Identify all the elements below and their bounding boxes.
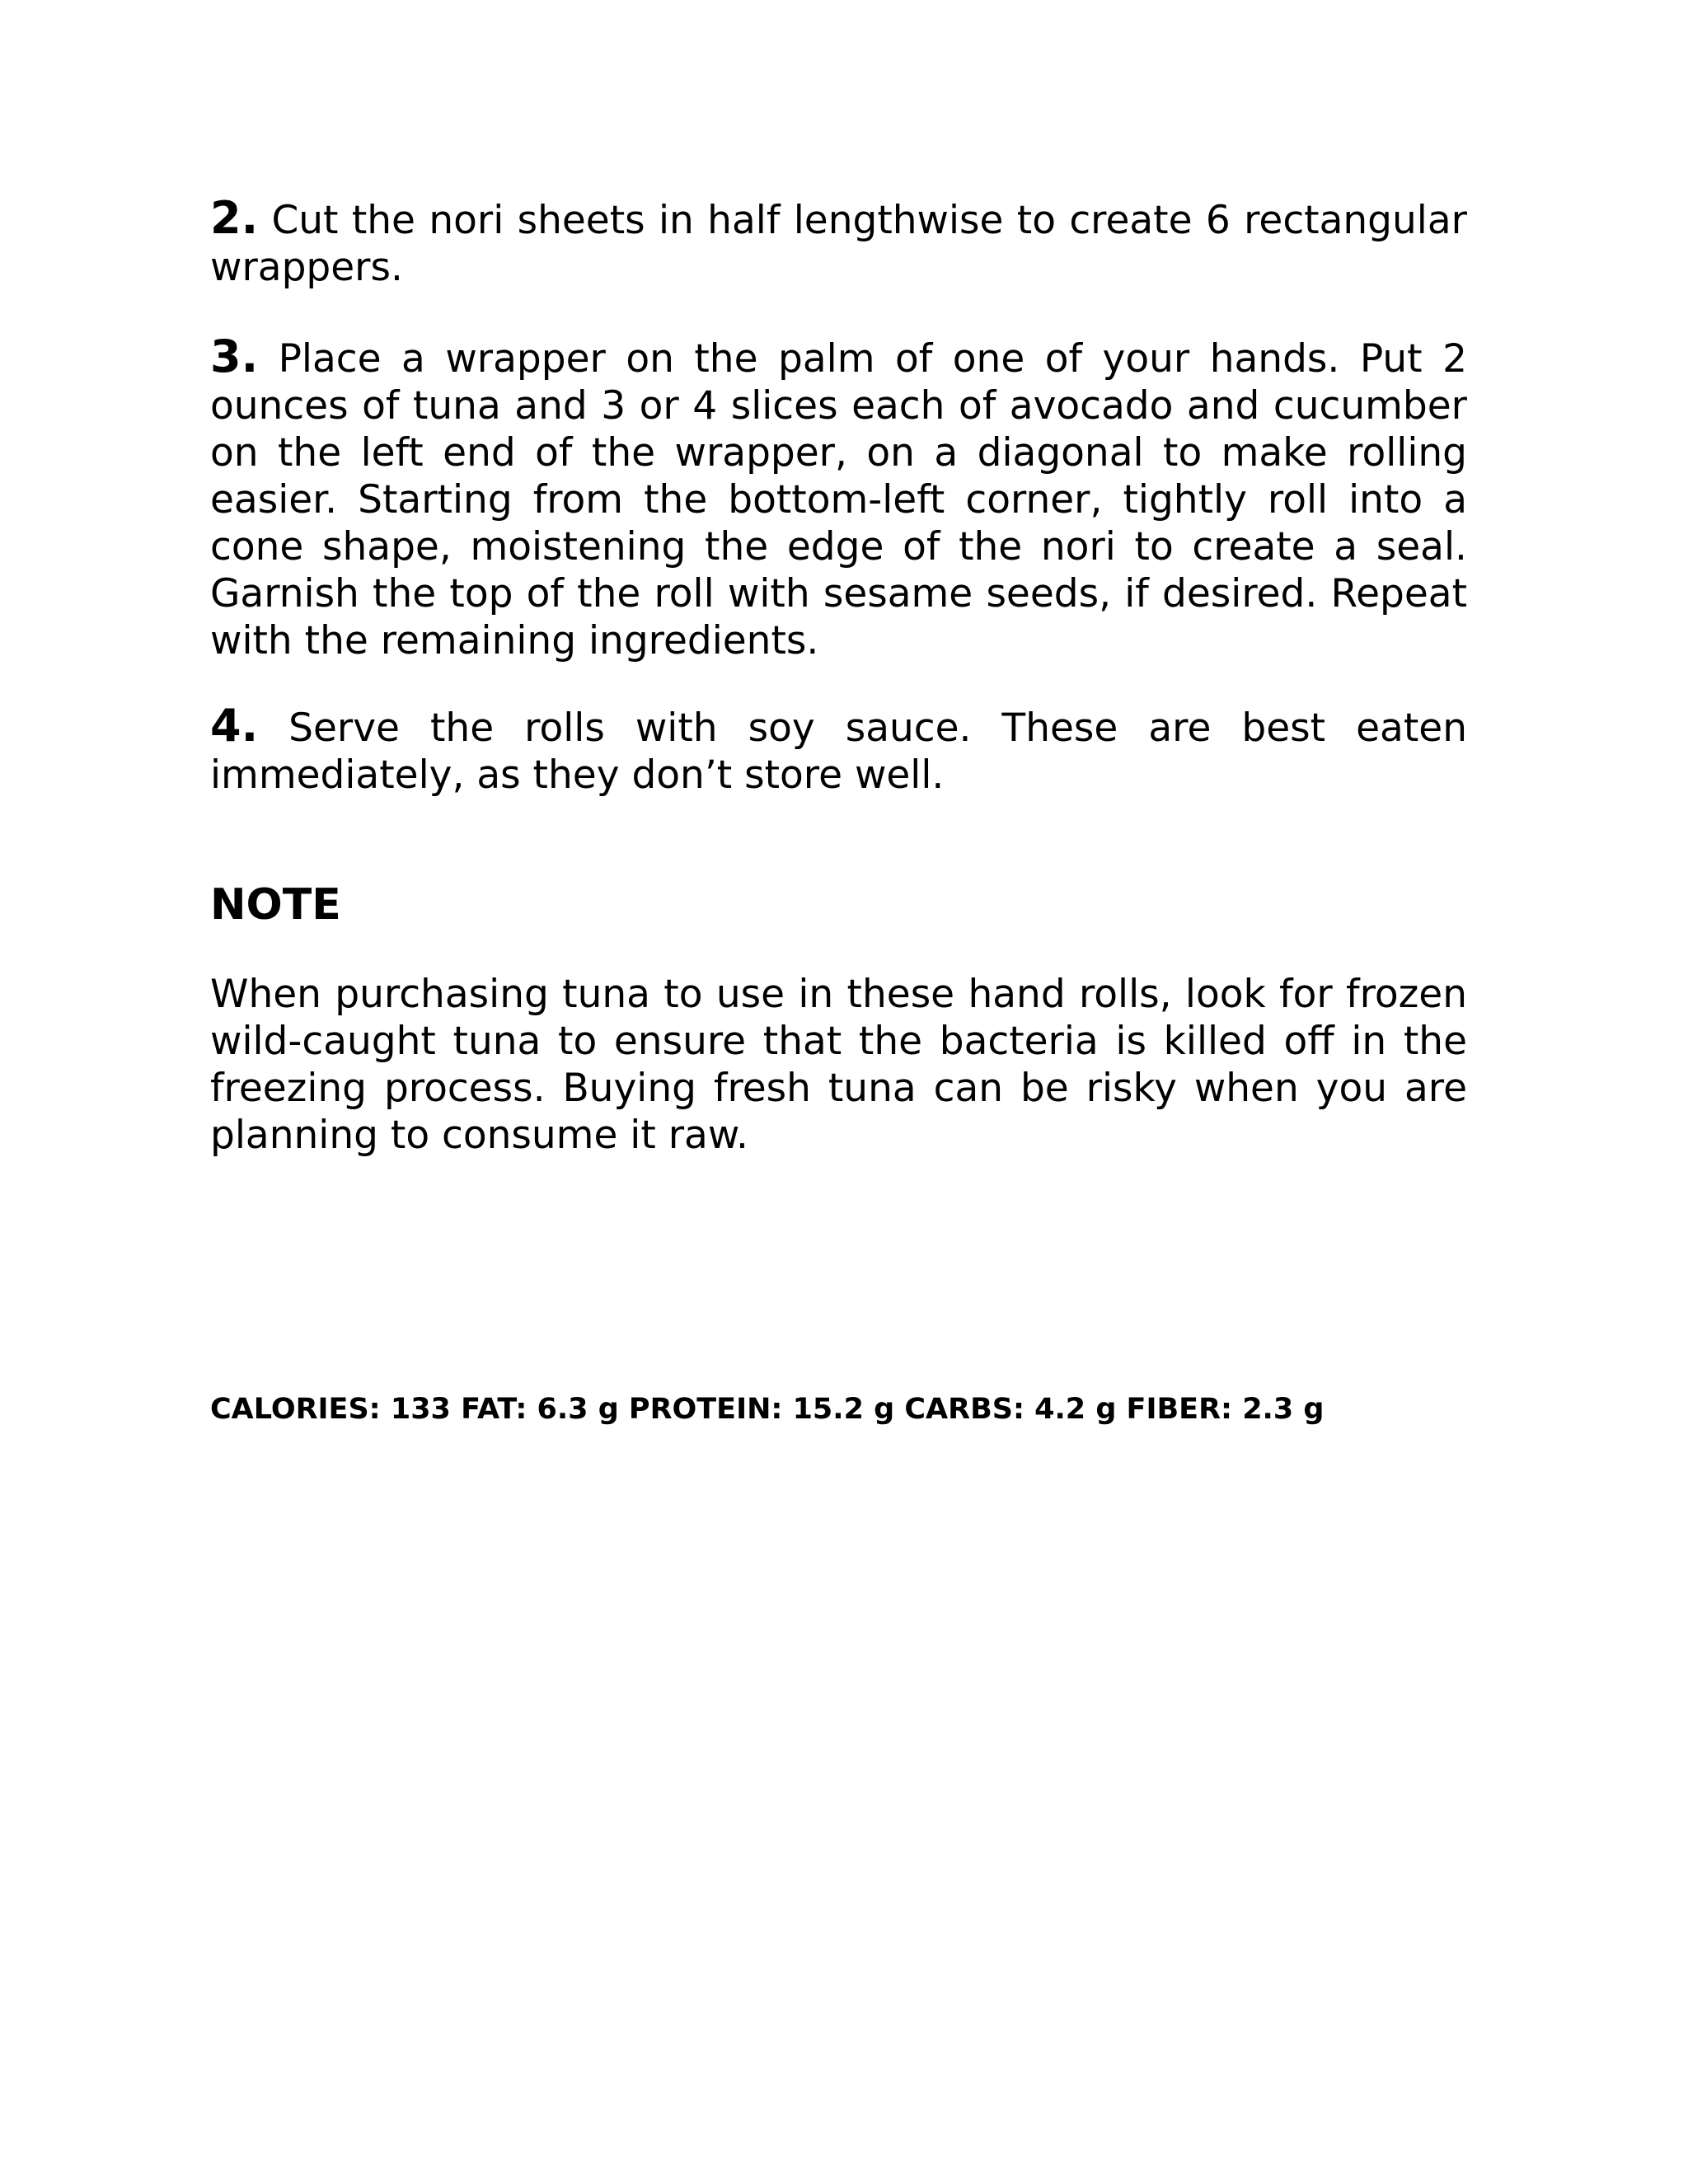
step-number: 4.	[210, 700, 259, 752]
note-body: When purchasing tuna to use in these hand rolls, look for frozen wild-caught tuna to ensure that the bacteria is killed off in the freezing process. Buying fresh tuna can be risky when you are planning to consume it raw.	[210, 972, 1467, 1158]
step-2	[210, 194, 1467, 291]
step-paragraph	[210, 194, 1467, 291]
step-number: 2.	[210, 192, 259, 244]
step-paragraph	[210, 330, 1467, 664]
step-paragraph	[210, 702, 1467, 799]
note-heading: NOTE	[210, 880, 341, 930]
step-3	[210, 330, 1467, 664]
step-text: Cut the nori sheets in half lengthwise to create 6 rectangular wrappers.	[210, 198, 1467, 290]
nutrition-facts: CALORIES: 133 FAT: 6.3 g PROTEIN: 15.2 g CARBS: 4.2 g FIBER: 2.3 g	[210, 1393, 1325, 1426]
step-4	[210, 702, 1467, 799]
step-text: Serve the rolls with soy sauce. These are best eaten immediately, as they don’t store well.	[210, 705, 1467, 798]
step-text: Place a wrapper on the palm of one of your hands. Put 2 ounces of tuna and 3 or 4 slices each of avocado and cucumber on the left end of the wrapper, on a diagonal to make rolling easier. Starting from the bottom-left corner, tightly roll into a cone shape, moistening the edge of the nori to create a seal. Garnish the top of the roll with sesame seeds, if desired. Repeat with the remaining ingredients.	[210, 336, 1467, 663]
step-number: 3.	[210, 330, 259, 382]
